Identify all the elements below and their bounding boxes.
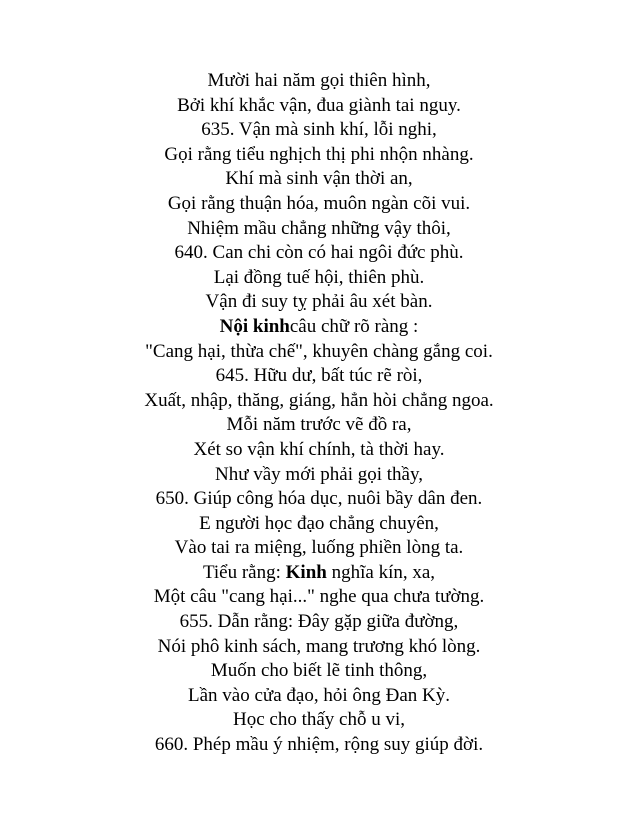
poem-line: Nhiệm mầu chẳng những vậy thôi,: [187, 217, 451, 239]
poem-line: Một câu "cang hại..." nghe qua chưa tường.: [153, 586, 485, 608]
poem-line: Khí mà sinh vận thời an,: [225, 168, 413, 190]
poem-line-prefix: Tiểu rằng:: [202, 561, 286, 583]
bold-term-noi-kinh: Nội kinh: [219, 315, 290, 337]
poem-line: Lại đồng tuế hội, thiên phù.: [213, 266, 425, 288]
poem-text: [0, 69, 638, 758]
poem-line-rest: câu chữ rõ ràng :: [289, 315, 419, 337]
poem-line: 655. Dẫn rằng: Đây gặp giữa đường,: [179, 611, 459, 633]
poem-line: Xuất, nhập, thăng, giáng, hẳn hòi chẳng ngoa.: [144, 389, 494, 411]
poem-line: E người học đạo chẳng chuyên,: [199, 512, 439, 534]
poem-line-noi-kinh: [0, 315, 638, 340]
poem-line: 645. Hữu dư, bất túc rẽ ròi,: [215, 365, 423, 387]
poem-line: Bởi khí khắc vận, đua giành tai nguy.: [177, 94, 461, 116]
bold-term-kinh: Kinh: [285, 561, 327, 583]
poem-line: Như vầy mới phải gọi thầy,: [214, 463, 424, 485]
poem-line: 650. Giúp công hóa dục, nuôi bầy dân đen.: [155, 488, 483, 510]
poem-line: Xét so vận khí chính, tà thời hay.: [193, 438, 445, 460]
poem-line: Mười hai năm gọi thiên hình,: [207, 70, 431, 91]
poem-line-rest: nghĩa kín, xa,: [326, 561, 436, 583]
poem-line: 640. Can chi còn có hai ngôi đức phù.: [174, 242, 464, 264]
poem-line: "Cang hại, thừa chế", khuyên chàng gắng coi.: [145, 340, 493, 362]
poem-line: Học cho thấy chỗ u vi,: [232, 709, 405, 731]
poem-line: Nói phô kinh sách, mang trương khó lòng.: [157, 635, 481, 657]
poem-line: Lần vào cửa đạo, hỏi ông Đan Kỳ.: [188, 684, 450, 706]
poem-line: Gọi rằng thuận hóa, muôn ngàn cõi vui.: [167, 192, 471, 214]
poem-line: 660. Phép mầu ý nhiệm, rộng suy giúp đời.: [154, 734, 484, 756]
poem-line: Mỗi năm trước vẽ đồ ra,: [226, 414, 412, 436]
poem-line-kinh: [0, 561, 638, 586]
poem-line: Vận đi suy tỵ phải âu xét bàn.: [205, 291, 433, 313]
poem-line: Muốn cho biết lẽ tinh thông,: [210, 660, 428, 682]
poem-line: Gọi rằng tiểu nghịch thị phi nhộn nhàng.: [164, 143, 474, 165]
poem-line: Vào tai ra miệng, luống phiền lòng ta.: [174, 537, 464, 559]
poem-line: 635. Vận mà sinh khí, lỗi nghi,: [201, 119, 437, 141]
